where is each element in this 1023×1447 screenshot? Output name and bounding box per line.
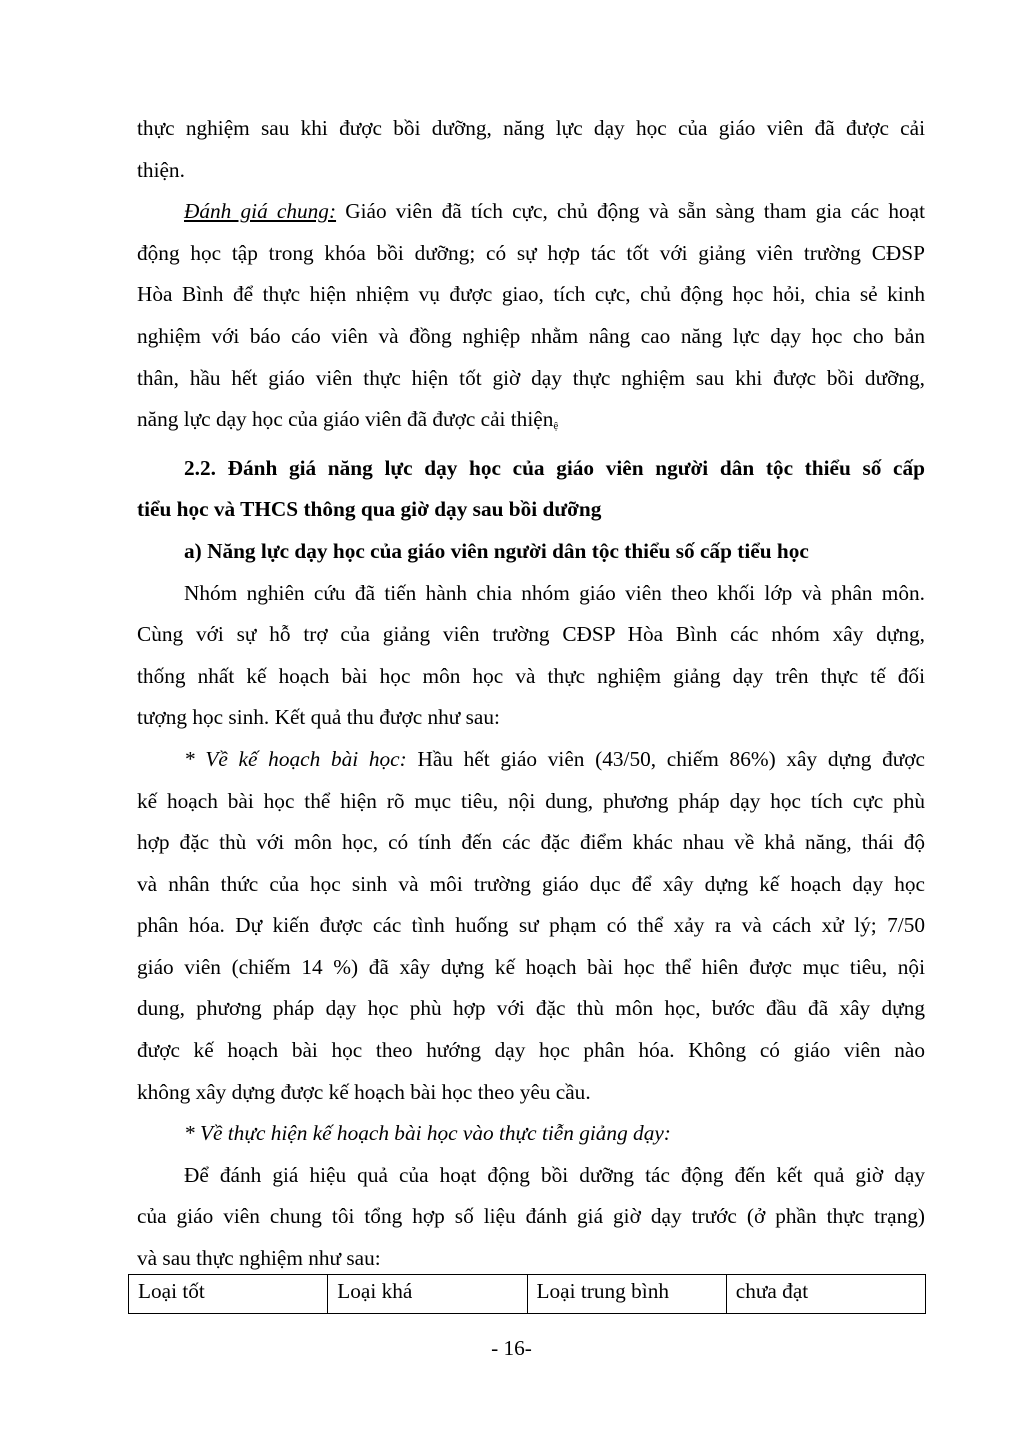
text-line: giáo viên (chiếm 14 %) đã xây dựng kế hoạch bài học thể hiên được mục tiêu, nội (137, 954, 925, 979)
text-line: nghiệm với báo cáo viên và đồng nghiệp nhằm nâng cao năng lực dạy học cho bản (137, 323, 925, 348)
heading-implementation (137, 1113, 925, 1155)
text-line: dung, phương pháp dạy học phù hợp với đặc thù môn học, bước đầu đã xây dựng (137, 996, 925, 1021)
paragraph-continuation (137, 108, 925, 191)
text-line: thực nghiệm sau khi được bồi dưỡng, năng lực dạy học của giáo viên đã được cải (137, 116, 925, 140)
text-line: Hòa Bình để thực hiện nhiệm vụ được giao, tích cực, chủ động học hỏi, chia sẻ kinh (137, 282, 925, 307)
text-line: và sau thực nghiệm như sau: (137, 1246, 381, 1271)
page-number: - 16- (491, 1336, 532, 1360)
paragraph-research-group (137, 573, 925, 739)
text-line: kế hoạch bài học thể hiện rõ mục tiêu, nội dung, phương pháp dạy học tích cực phù (137, 788, 925, 813)
paragraph-evaluation (137, 1155, 925, 1280)
table-header-cell: Loại khá (328, 1275, 527, 1314)
text-line: được kế hoạch bài học theo hướng dạy học phân hóa. Không có giáo viên nào (137, 1038, 925, 1063)
stray-mark: ệ (553, 420, 559, 433)
subsection-heading-a (137, 531, 925, 573)
text-line: Hầu hết giáo viên (43/50, chiếm 86%) xây dựng được (406, 746, 925, 771)
text-line: thống nhất kế hoạch bài học môn học và thực nghiệm giảng dạy trên thực tế đối (137, 663, 925, 688)
text-line: của giáo viên chung tôi tổng hợp số liệu đánh giá giờ dạy trước (ở phần thực trạng) (137, 1204, 925, 1229)
text-line: Cùng với sự hỗ trợ của giảng viên trường CĐSP Hòa Bình các nhóm xây dựng, (137, 622, 925, 647)
text-line: Nhóm nghiên cứu đã tiến hành chia nhóm giáo viên theo khối lớp và phân môn. (184, 580, 925, 605)
general-assessment-label: Đánh giá chung: (184, 199, 337, 224)
heading-line: * Về thực hiện kế hoạch bài học vào thực tiễn giảng dạy: (184, 1121, 671, 1146)
document-body (137, 108, 925, 1280)
lesson-plan-label: * Về kế hoạch bài học: (184, 746, 407, 771)
section-heading-2-2 (137, 448, 925, 531)
table-header-cell: Loại trung bình (527, 1275, 726, 1314)
text-line: Để đánh giá hiệu quả của hoạt động bồi dưỡng tác động đến kết quả giờ dạy (184, 1162, 925, 1187)
table-header-cell: Loại tốt (129, 1275, 328, 1314)
text-line: năng lực dạy học của giáo viên đã được cải thiện (137, 407, 554, 432)
table-header-cell: chưa đạt (726, 1275, 925, 1314)
heading-line: a) Năng lực dạy học của giáo viên người dân tộc thiểu số cấp tiểu học (184, 538, 809, 563)
text-line: hợp đặc thù với môn học, có tính đến các đặc điểm khác nhau về khả năng, thái độ (137, 830, 925, 855)
text-line: và nhân thức của học sinh và môi trường giáo dục để xây dựng kế hoạch dạy học (137, 871, 925, 896)
paragraph-general-assessment (137, 191, 925, 448)
paragraph-lesson-plan (137, 739, 925, 1113)
text-line: Giáo viên đã tích cực, chủ động và sẵn sàng tham gia các hoạt (336, 199, 925, 224)
text-line: thiện. (137, 157, 185, 182)
grade-table (128, 1274, 926, 1314)
heading-line: 2.2. Đánh giá năng lực dạy học của giáo viên người dân tộc thiểu số cấp (184, 455, 925, 480)
table-header-row (129, 1275, 926, 1314)
text-line: tượng học sinh. Kết quả thu được như sau: (137, 705, 500, 730)
text-line: phân hóa. Dự kiến được các tình huống sư phạm có thể xảy ra và cách xử lý; 7/50 (137, 913, 925, 938)
text-line: không xây dựng được kế hoạch bài học theo yêu cầu. (137, 1079, 591, 1104)
text-line: thân, hầu hết giáo viên thực hiện tốt giờ dạy thực nghiệm sau khi được bồi dưỡng, (137, 365, 925, 390)
heading-line: tiểu học và THCS thông qua giờ dạy sau bồi dưỡng (137, 497, 602, 522)
text-line: động học tập trong khóa bồi dưỡng; có sự hợp tác tốt với giảng viên trường CĐSP (137, 240, 925, 265)
